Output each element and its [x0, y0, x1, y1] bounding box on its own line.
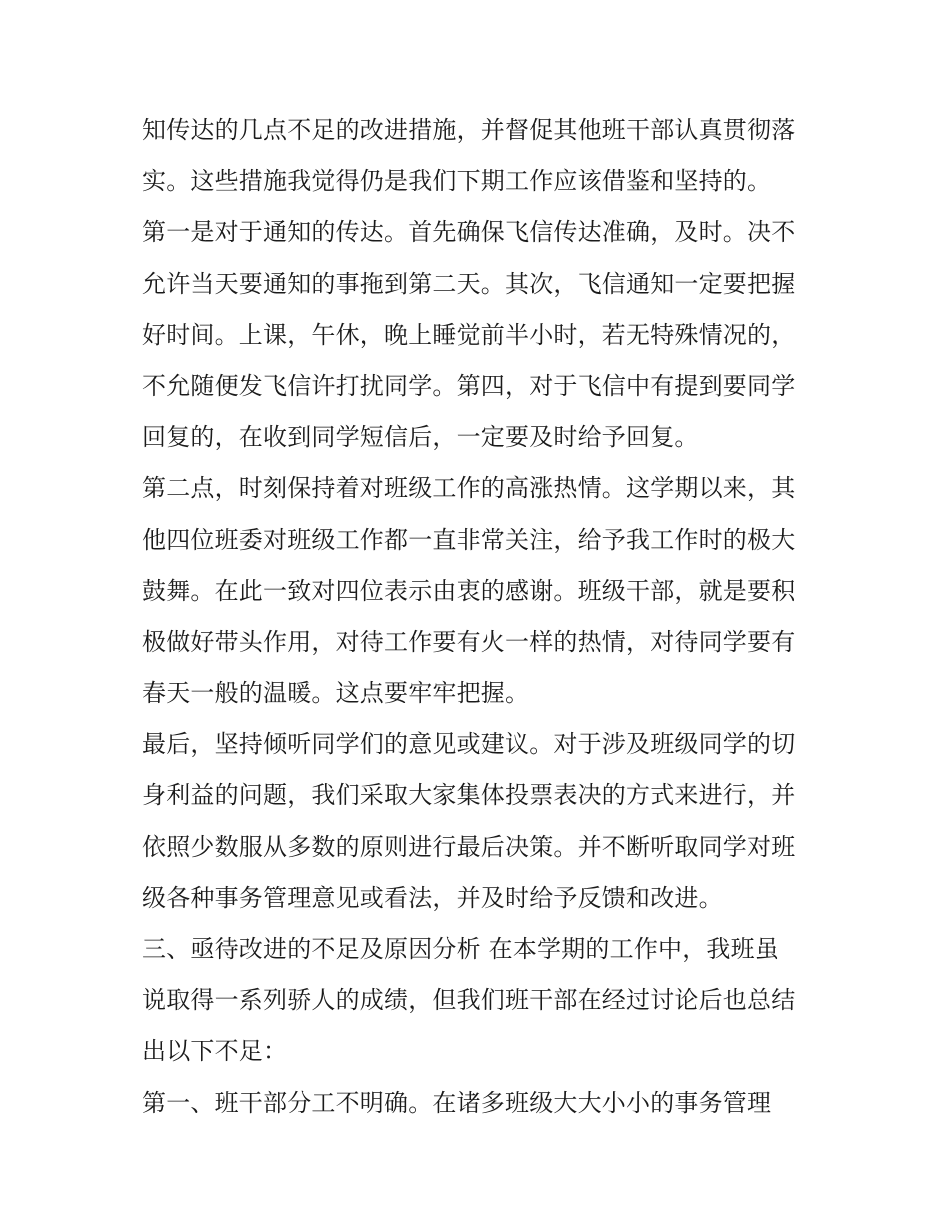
text-line: 回复的，在收到同学短信后，一定要及时给予回复。	[142, 423, 699, 452]
text-line: 允许当天要通知的事拖到第二天。其次，飞信通知一定要把握	[142, 269, 796, 298]
text-line: 三、亟待改进的不足及原因分析 在本学期的工作中，我班虽	[142, 935, 780, 963]
text-line: 说取得一系列骄人的成绩，但我们班干部在经过讨论后也总结	[142, 986, 796, 1015]
text-line: 身利益的问题，我们采取大家集体投票表决的方式来进行，并	[142, 781, 796, 810]
text-line: 极做好带头作用，对待工作要有火一样的热情，对待同学要有	[142, 627, 796, 656]
text-line: 最后，坚持倾听同学们的意见或建议。对于涉及班级同学的切	[142, 730, 796, 759]
text-line: 好时间。上课，午休，晚上睡觉前半小时，若无特殊情况的，	[142, 320, 796, 349]
text-line: 他四位班委对班级工作都一直非常关注，给予我工作时的极大	[142, 525, 796, 554]
text-line: 出以下不足：	[142, 1037, 288, 1066]
text-line: 依照少数服从多数的原则进行最后决策。并不断听取同学对班	[142, 832, 796, 861]
text-line: 第二点，时刻保持着对班级工作的高涨热情。这学期以来，其	[142, 474, 796, 503]
text-line: 第一是对于通知的传达。首先确保飞信传达准确，及时。决不	[142, 218, 796, 247]
body-text	[142, 105, 822, 1129]
text-line: 实。这些措施我觉得仍是我们下期工作应该借鉴和坚持的。	[142, 167, 772, 196]
text-line: 鼓舞。在此一致对四位表示由衷的感谢。班级干部，就是要积	[142, 576, 796, 605]
text-line: 春天一般的温暖。这点要牢牢把握。	[142, 679, 530, 708]
text-line: 不允随便发飞信许打扰同学。第四，对于飞信中有提到要同学	[142, 371, 796, 400]
text-line: 第一、班干部分工不明确。在诸多班级大大小小的事务管理	[142, 1088, 772, 1117]
text-line: 级各种事务管理意见或看法，并及时给予反馈和改进。	[142, 883, 723, 912]
text-line: 知传达的几点不足的改进措施，并督促其他班干部认真贯彻落	[142, 116, 796, 144]
